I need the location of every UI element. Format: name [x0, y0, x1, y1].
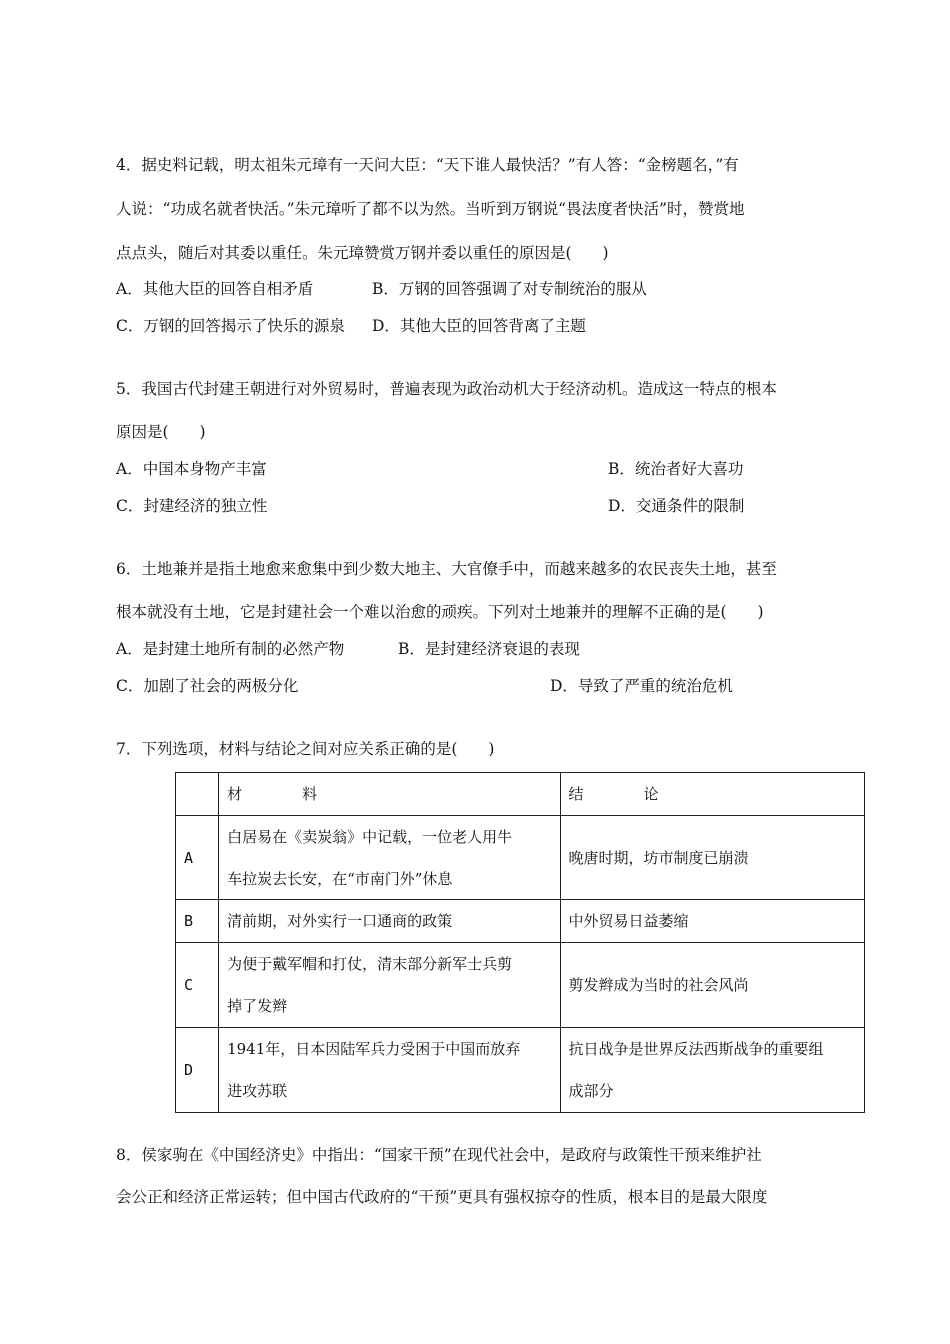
- row-label: B: [176, 900, 219, 943]
- row-material-line: 清前期，对外实行一口通商的政策: [227, 912, 453, 930]
- q7-table: [175, 772, 865, 1113]
- q5-option-a: A．中国本身物产丰富: [116, 460, 267, 478]
- q4-option-c: C．万钢的回答揭示了快乐的源泉: [116, 317, 345, 335]
- q5-option-c: C．封建经济的独立性: [116, 497, 268, 515]
- q6-stem-line-1: 6．土地兼并是指土地愈来愈集中到少数大地主、大官僚手中，而越来越多的农民丧失土地，甚至: [116, 560, 777, 578]
- row-material-line: 掉了发辫: [227, 997, 288, 1015]
- table-row: [176, 1028, 865, 1113]
- row-material: [219, 900, 560, 943]
- q6-option-d: D．导致了严重的统治危机: [550, 677, 733, 695]
- q4-stem-line-1: 4．据史料记载，明太祖朱元璋有一天问大臣：“天下谁人最快活？”有人答：“金榜题名，”有: [116, 156, 739, 174]
- row-conclusion-line: 成部分: [568, 1082, 614, 1100]
- q8-stem-line-2: 会公正和经济正常运转；但中国古代政府的“干预”更具有强权掠夺的性质，根本目的是最大限度: [116, 1188, 768, 1206]
- row-label: C: [176, 943, 219, 1028]
- table-header-conclusion: 结 论: [560, 773, 864, 816]
- row-material: [219, 1028, 560, 1113]
- q8-stem-line-1: 8．侯家驹在《中国经济史》中指出：“国家干预”在现代社会中，是政府与政策性干预来维护社: [116, 1146, 762, 1164]
- table-header-label-cell: [176, 773, 219, 816]
- q4-option-a: A．其他大臣的回答自相矛盾: [116, 280, 314, 298]
- q6-option-a: A．是封建土地所有制的必然产物: [116, 640, 345, 658]
- row-conclusion: 中外贸易日益萎缩: [560, 900, 864, 943]
- row-conclusion: 晚唐时期，坊市制度已崩溃: [560, 816, 864, 900]
- q6-stem-line-2: 根本就没有土地，它是封建社会一个难以治愈的顽疾。下列对土地兼并的理解不正确的是( ): [116, 603, 764, 621]
- q5-stem-line-2: 原因是( ): [116, 423, 206, 441]
- row-material-line: 白居易在《卖炭翁》中记载，一位老人用牛: [227, 827, 513, 846]
- q4-option-d: D．其他大臣的回答背离了主题: [372, 317, 586, 335]
- q5-stem-line-1: 5．我国古代封建王朝进行对外贸易时，普遍表现为政治动机大于经济动机。造成这一特点的根本: [116, 380, 777, 398]
- q6-option-b: B．是封建经济衰退的表现: [398, 640, 580, 658]
- q5-option-b: B．统治者好大喜功: [608, 460, 744, 478]
- q5-option-d: D．交通条件的限制: [608, 497, 745, 515]
- row-conclusion-line: 抗日战争是世界反法西斯战争的重要组: [568, 1040, 824, 1058]
- row-label: A: [176, 816, 219, 900]
- row-material-line: 进攻苏联: [227, 1082, 288, 1100]
- table-row: [176, 900, 865, 943]
- row-material-line: 车拉炭去长安，在“市南门外”休息: [227, 869, 453, 888]
- row-conclusion: 剪发辫成为当时的社会风尚: [560, 943, 864, 1028]
- q6-option-c: C．加剧了社会的两极分化: [116, 677, 299, 695]
- q4-stem-line-3: 点点头，随后对其委以重任。朱元璋赞赏万钢并委以重任的原因是( ): [116, 244, 609, 262]
- row-material-line: 1941年，日本因陆军兵力受困于中国而放弃: [227, 1040, 521, 1058]
- q7-stem-line-1: 7．下列选项，材料与结论之间对应关系正确的是( ): [116, 740, 495, 758]
- row-label: D: [176, 1028, 219, 1113]
- table-row: [176, 816, 865, 900]
- row-material: [219, 816, 560, 900]
- q4-stem-line-2: 人说：“功成名就者快活。”朱元璋听了都不以为然。当听到万钢说“畏法度者快活”时，赞赏地: [116, 200, 745, 218]
- row-material: [219, 943, 560, 1028]
- row-material-line: 为便于戴军帽和打仗，清末部分新军士兵剪: [227, 955, 513, 973]
- q4-option-b: B．万钢的回答强调了对专制统治的服从: [372, 280, 647, 298]
- table-header-row: [176, 773, 865, 816]
- table-header-material: 材 料: [219, 773, 560, 816]
- table-row: [176, 943, 865, 1028]
- row-conclusion: [560, 1028, 864, 1113]
